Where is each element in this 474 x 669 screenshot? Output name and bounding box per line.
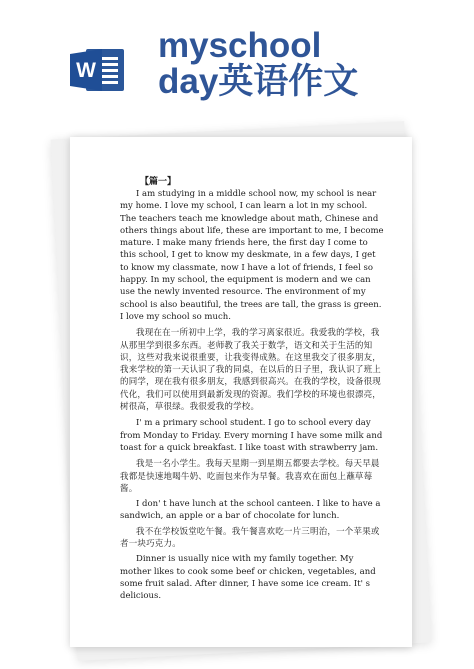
- essay-paragraph-cn-2: 我是一名小学生。我每天星期一到星期五都要去学校。每天早晨我都是快速地喝牛奶、吃面包来作为早餐。我喜欢在面包上蘸草莓酱。: [120, 459, 380, 494]
- title-line-2: day英语作文: [158, 62, 359, 101]
- essay-paragraph-en-1: I am studying in a middle school now, my school is near my home. I love my school, I can learn a lot in my school. The teachers teach me knowledge about math, Chinese and others things about life, these are important to me, I become mature. I make many friends here, the first day I come to this school, I get to know my deskmate, in a few days, I get to know my classmate, now I have a lot of friends, I feel so happy. In my school, the equipment is modern and we can use the newly invented resource. The environment of my school is also beautiful, the trees are tall, the grass is green. I love my school so much.: [120, 189, 384, 322]
- page-header: [0, 0, 474, 120]
- essay-paragraph-en-4: Dinner is usually nice with my family together. My mother likes to cook some beef or chicken, vegetables, and some fruit salad. After dinner, I have some ice cream. It' s delicious.: [120, 554, 376, 602]
- section-title: 【篇一】: [140, 177, 177, 187]
- essay-paragraph-cn-3: 我不在学校饭堂吃午餐。我午餐喜欢吃一片三明治，一个苹果或者一块巧克力。: [120, 526, 380, 550]
- document-content: [120, 176, 385, 603]
- word-logo-letter: W: [76, 59, 96, 82]
- essay-paragraph-en-2: I' m a primary school student. I go to school every day from Monday to Friday. Every morning I have some milk and toast for a quick breakfast. I like toast with strawberry jam.: [120, 418, 383, 453]
- essay-paragraph-en-3: I don' t have lunch at the school canteen. I like to have a sandwich, an apple or a bar of chocolate for lunch.: [120, 499, 381, 522]
- title-line-1: myschool: [158, 26, 322, 65]
- page-title: [158, 28, 458, 100]
- word-document-icon: [70, 45, 128, 95]
- essay-paragraph-cn-1: 我现在在一所初中上学，我的学习离家很近。我爱我的学校，我从那里学到很多东西。老师教了我关于数学，语文和关于生活的知识，这些对我来说很重要，让我变得成熟。在这里我交了很多朋友，我来学校的第一天认识了我的同桌，在以后的日子里，我认识了班上的同学，现在我有很多朋友，我感到很高兴。在我的学校，设备很现代化，我们可以使用到最新发现的资源。我们学校的环境也很漂亮，树很高，草很绿。我很爱我的学校。: [120, 328, 382, 413]
